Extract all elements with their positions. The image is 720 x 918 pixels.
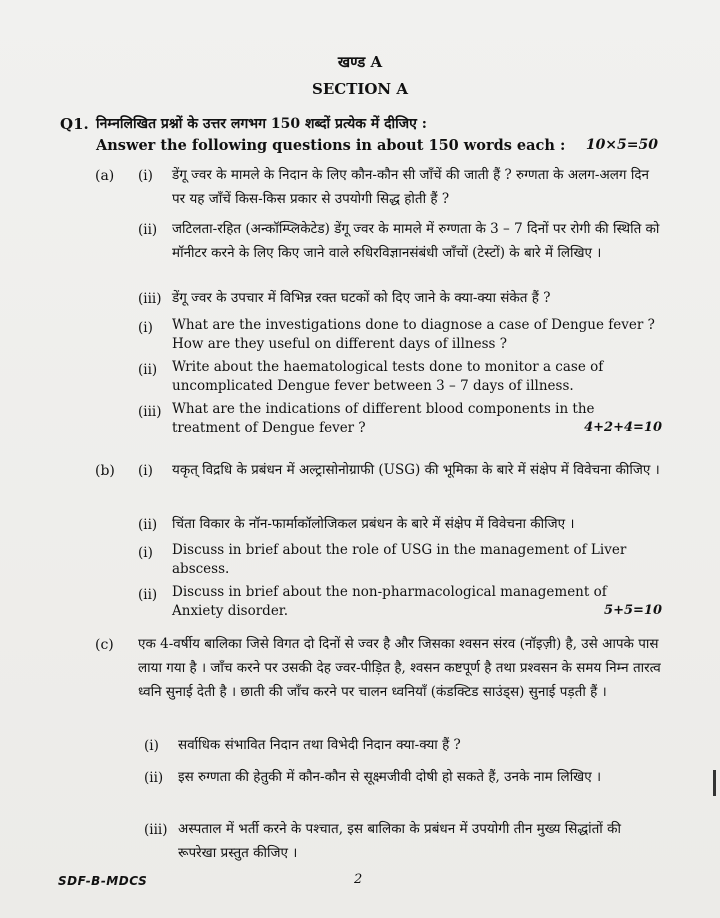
question-instruction-hindi: निम्नलिखित प्रश्नों के उत्तर लगभग 150 शब्दों प्रत्येक में दीजिए : bbox=[96, 116, 427, 132]
page-number: 2 bbox=[354, 872, 363, 887]
part-b-en-2-num: (ii) bbox=[138, 587, 158, 603]
part-a-hi-3-text: डेंगू ज्वर के उपचार में विभिन्न रक्त घटकों को दिए जाने के क्या-क्या संकेत हैं ? bbox=[172, 290, 551, 306]
section-heading-hindi: खण्ड A bbox=[337, 53, 383, 71]
part-c-hi-1-text: सर्वाधिक संभावित निदान तथा विभेदी निदान क्या-क्या हैं ? bbox=[178, 737, 461, 753]
part-a-en-1-num: (i) bbox=[138, 320, 153, 336]
part-c-hi-3-text: अस्पताल में भर्ती करने के पश्चात, इस बालिका के प्रबंधन में उपयोगी तीन मुख्य सिद्धांतों की रूपरेखा प्रस्तुत कीजिए । bbox=[178, 821, 621, 861]
question-instruction-english: Answer the following questions in about 150 words each : bbox=[96, 137, 566, 154]
part-a-label: (a) bbox=[95, 168, 115, 184]
part-b-hi-2-num: (ii) bbox=[138, 517, 158, 533]
part-a-en-2-text: Write about the haematological tests done to monitor a case of uncomplicated Dengue fever between 3 – 7 days of illness. bbox=[172, 359, 604, 394]
part-a-hi-2-text: जटिलता-रहित (अन्कॉम्प्लिकेटेड) डेंगू ज्वर के मामले में रुग्णता के 3 – 7 दिनों पर रोगी की स्थिति को मॉनीटर करने के लिए किए जाने वाले रुधिरविज्ञानसंबंधी जाँचों (टेस्टों) के बारे में लिखिए । bbox=[172, 221, 660, 261]
part-c-stem: एक 4-वर्षीय बालिका जिसे विगत दो दिनों से ज्वर है और जिसका श्वसन संरव (नॉइज़ी) है, उसे आपके पास लाया गया है । जाँच करने पर उसकी देह ज्वर-पीड़ित है, श्वसन कष्टपूर्ण है तथा प्रश्वसन के समय निम्न तारत्व ध्वनि सुनाई देती है । छाती की जाँच करने पर चालन ध्वनियाँ (कंडक्टिड साउंड्स) सुनाई पड़ती हैं । bbox=[138, 636, 661, 700]
question-number: Q1. bbox=[60, 115, 89, 133]
part-a-en-1-text: What are the investigations done to diagnose a case of Dengue fever ? How are they useful on different days of illness ? bbox=[172, 317, 655, 352]
part-c-label: (c) bbox=[95, 637, 114, 653]
part-b-label: (b) bbox=[95, 463, 115, 479]
part-a-hi-3-num: (iii) bbox=[138, 291, 162, 307]
part-b-hi-1-num: (i) bbox=[138, 463, 153, 479]
part-a-marks: 4+2+4=10 bbox=[584, 420, 662, 435]
part-a-en-3-text: What are the indications of different blood components in the treatment of Dengue fever ? bbox=[172, 401, 595, 436]
part-c-hi-1-num: (i) bbox=[144, 738, 159, 754]
part-a-hi-2-num: (ii) bbox=[138, 222, 158, 238]
section-heading-english: SECTION A bbox=[311, 80, 409, 98]
part-b-en-2-text: Discuss in brief about the non-pharmacological management of Anxiety disorder. bbox=[172, 584, 607, 619]
part-c-hi-3-num: (iii) bbox=[144, 822, 168, 838]
part-a-en-3-num: (iii) bbox=[138, 404, 162, 420]
scan-artifact bbox=[713, 770, 716, 796]
part-b-hi-1-text: यकृत् विद्रधि के प्रबंधन में अल्ट्रासोनोग्राफी (USG) की भूमिका के बारे में संक्षेप में विवेचना कीजिए । bbox=[172, 462, 660, 478]
paper-code: SDF-B-MDCS bbox=[58, 874, 148, 888]
part-c-hi-2-num: (ii) bbox=[144, 770, 164, 786]
part-b-en-1-num: (i) bbox=[138, 545, 153, 561]
part-b-hi-2-text: चिंता विकार के नॉन-फार्माकॉलोजिकल प्रबंधन के बारे में संक्षेप में विवेचना कीजिए । bbox=[172, 516, 575, 532]
question-total-marks: 10×5=50 bbox=[585, 137, 658, 153]
part-c-hi-2-text: इस रुग्णता की हेतुकी में कौन-कौन से सूक्ष्मजीवी दोषी हो सकते हैं, उनके नाम लिखिए । bbox=[178, 769, 602, 785]
part-a-hi-1-num: (i) bbox=[138, 168, 153, 184]
part-b-marks: 5+5=10 bbox=[604, 603, 662, 618]
part-a-en-2-num: (ii) bbox=[138, 362, 158, 378]
part-b-en-1-text: Discuss in brief about the role of USG in the management of Liver abscess. bbox=[172, 542, 627, 577]
part-a-hi-1-text: डेंगू ज्वर के मामले के निदान के लिए कौन-कौन सी जाँचें की जाती हैं ? रुग्णता के अलग-अलग दिन पर यह जाँचें किस-किस प्रकार से उपयोगी सिद्ध होती हैं ? bbox=[172, 167, 649, 207]
